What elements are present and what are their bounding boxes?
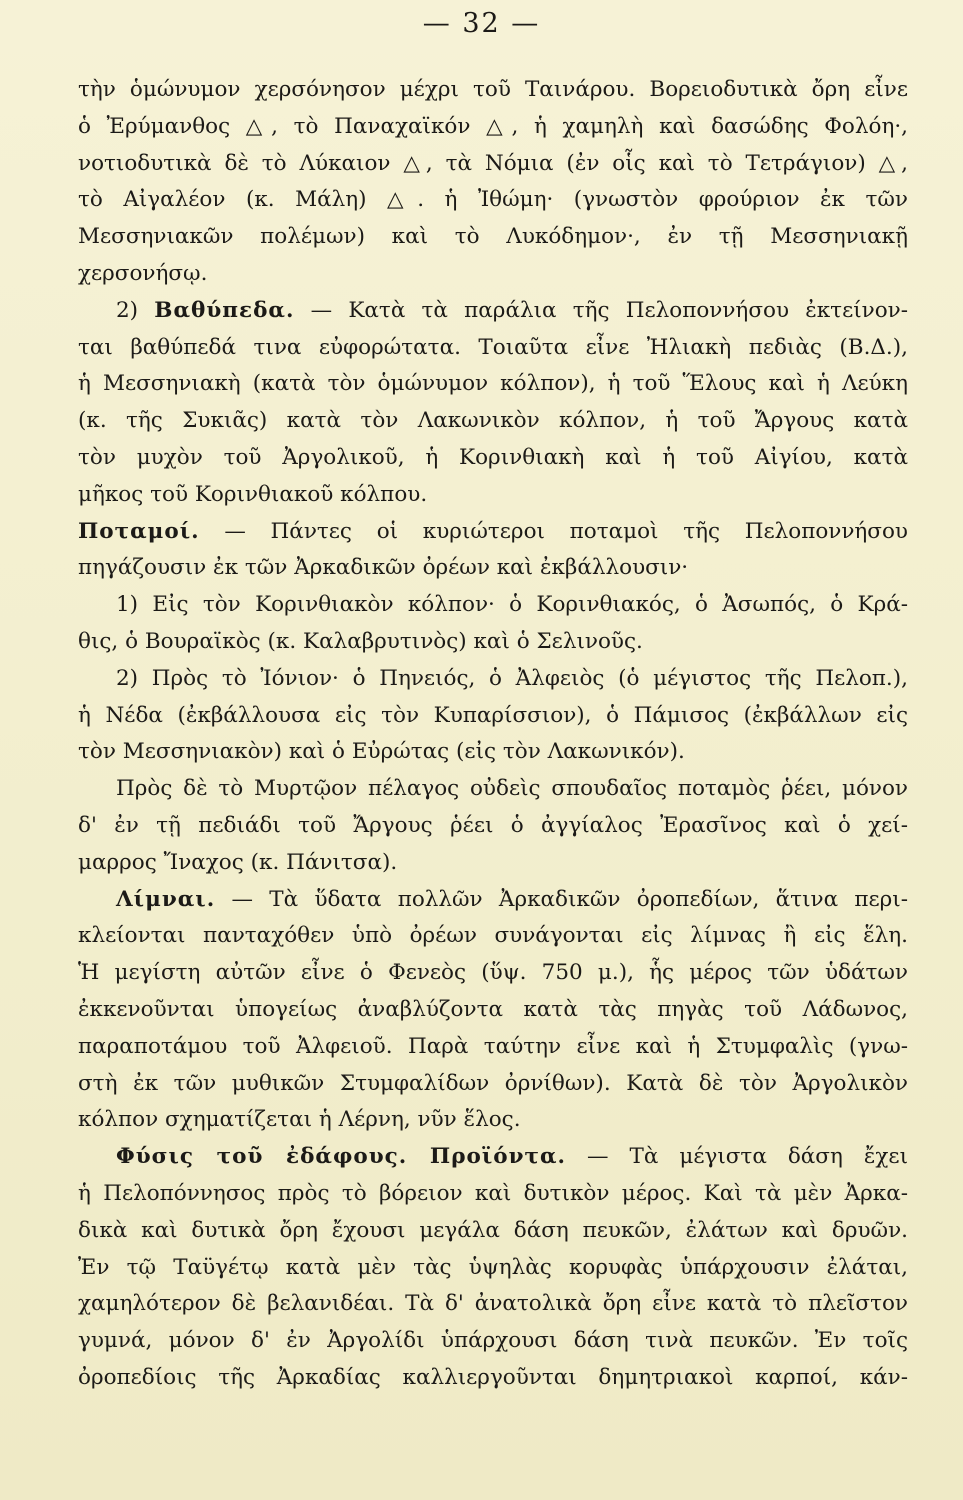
text-line: δικὰ καὶ δυτικὰ ὄρη ἔχουσι μεγάλα δάση πευκῶν, ἐλάτων καὶ δρυῶν.: [78, 1217, 908, 1243]
text-line: τὴν ὁμώνυμον χερσόνησον μέχρι τοῦ Ταινάρου. Βορειοδυτικὰ ὄρη εἶνε: [78, 77, 908, 102]
text-line: στὴ ἐκ τῶν μυθικῶν Στυμφαλίδων ὀρνίθων). Κατὰ δὲ τὸν Ἀργολικὸν: [78, 1070, 908, 1096]
section-heading: Φύσις τοῦ ἐδάφους. Προϊόντα.: [116, 1144, 567, 1170]
text-line: ὀροπεδίοις τῆς Ἀρκαδίας καλλιεργοῦνται δημητριακοὶ καρποί, κάν-: [78, 1364, 908, 1390]
section-heading-line: Λίμναι. — Τὰ ὕδατα πολλῶν Ἀρκαδικῶν ὀροπεδίων, ἅτινα περι-: [116, 886, 908, 912]
text-line: τὸ Αἰγαλέον (κ. Μάλη) △. ἡ Ἰθώμη· (γνωστὸν φρούριον ἐκ τῶν: [78, 187, 908, 213]
text-line: ἡ Μεσσηνιακὴ (κατὰ τὸν ὁμώνυμον κόλπον), ἡ τοῦ Ἕλους καὶ ἡ Λεύκη: [78, 371, 908, 397]
body-text: [78, 72, 908, 1397]
text-line: παραποτάμου τοῦ Ἀλφειοῦ. Παρὰ ταύτην εἶνε καὶ ἡ Στυμφαλὶς (γνω-: [78, 1033, 908, 1059]
text-line: Ἐν τῷ Ταϋγέτῳ κατὰ μὲν τὰς ὑψηλὰς κορυφὰς ὑπάρχουσιν ἐλάται,: [78, 1254, 908, 1280]
text-line: ἡ Πελοπόννησος πρὸς τὸ βόρειον καὶ δυτικὸν μέρος. Καὶ τὰ μὲν Ἀρκα-: [78, 1180, 908, 1206]
text-line: κόλπον σχηματίζεται ἡ Λέρνη, νῦν ἕλος.: [78, 1107, 521, 1133]
text-line: γυμνά, μόνον δ' ἐν Ἀργολίδι ὑπάρχουσι δάση τινὰ πευκῶν. Ἐν τοῖς: [78, 1328, 908, 1354]
section-heading: Βαθύπεδα.: [154, 297, 295, 323]
text-line: 2) Πρὸς τὸ Ἰόνιον· ὁ Πηνειός, ὁ Ἀλφειὸς (ὁ μέγιστος τῆς Πελοπ.),: [116, 665, 908, 691]
section-heading-line: Φύσις τοῦ ἐδάφους. Προϊόντα. — Τὰ μέγιστα δάση ἔχει: [116, 1144, 909, 1170]
text-line: τὸν μυχὸν τοῦ Ἀργολικοῦ, ἡ Κορινθιακὴ καὶ ἡ τοῦ Αἰγίου, κατὰ: [78, 444, 908, 470]
section-heading: Ποταμοί.: [78, 518, 200, 544]
text-line: δ' ἐν τῇ πεδιάδι τοῦ Ἄργους ῥέει ὁ ἀγγίαλος Ἐρασῖνος καὶ ὁ χεί-: [78, 812, 908, 838]
text-line: πηγάζουσιν ἐκ τῶν Ἀρκαδικῶν ὀρέων καὶ ἐκβάλλουσιν·: [78, 555, 689, 581]
text-line: μαρρος Ἴναχος (κ. Πάνιτσα).: [78, 849, 398, 875]
text-line: ἐκκενοῦνται ὑπογείως ἀναβλύζοντα κατὰ τὰς πηγὰς τοῦ Λάδωνος,: [78, 996, 908, 1022]
text-line: ται βαθύπεδά τινα εὐφορώτατα. Τοιαῦτα εἶνε Ἠλιακὴ πεδιὰς (Β.Δ.),: [78, 334, 908, 360]
text-line: ὁ Ἐρύμανθος △, τὸ Παναχαϊκόν △, ἡ χαμηλὴ καὶ δασώδης Φολόη·,: [78, 113, 908, 139]
text-line: 1) Εἰς τὸν Κορινθιακὸν κόλπον· ὁ Κορινθιακός, ὁ Ἀσωπός, ὁ Κρά-: [116, 592, 908, 618]
text-line: Πρὸς δὲ τὸ Μυρτῷον πέλαγος οὐδεὶς σπουδαῖος ποταμὸς ῥέει, μόνον: [116, 776, 908, 802]
text-line: κλείονται πανταχόθεν ὑπὸ ὀρέων συνάγονται εἰς λίμνας ἢ εἰς ἕλη.: [78, 923, 908, 949]
text-line: χαμηλότερον δὲ βελανιδέαι. Τὰ δ' ἀνατολικὰ ὄρη εἶνε κατὰ τὸ πλεῖστον: [78, 1291, 908, 1317]
page-number: — 32 —: [422, 8, 541, 39]
section-heading-line: Ποταμοί. — Πάντες οἱ κυριώτεροι ποταμοὶ τῆς Πελοποννήσου: [78, 518, 908, 544]
text-line: νοτιοδυτικὰ δὲ τὸ Λύκαιον △, τὰ Νόμια (ἐν οἷς καὶ τὸ Τετράγιον) △,: [78, 150, 908, 176]
text-line: τὸν Μεσσηνιακὸν) καὶ ὁ Εὐρώτας (εἰς τὸν Λακωνικόν).: [78, 739, 685, 765]
text-line: (κ. τῆς Συκιᾶς) κατὰ τὸν Λακωνικὸν κόλπον, ἡ τοῦ Ἄργους κατὰ: [78, 408, 908, 434]
text-line: Μεσσηνιακῶν πολέμων) καὶ τὸ Λυκόδημον·, ἐν τῇ Μεσσηνιακῇ: [78, 224, 908, 250]
text-line: χερσονήσῳ.: [78, 260, 208, 286]
section-heading-line: 2) Βαθύπεδα. — Κατὰ τὰ παράλια τῆς Πελοποννήσου ἐκτείνον-: [116, 297, 908, 323]
text-line: Ἡ μεγίστη αὐτῶν εἶνε ὁ Φενεὸς (ὕψ. 750 μ.), ἧς μέρος τῶν ὑδάτων: [78, 960, 908, 986]
text-line: ἡ Νέδα (ἐκβάλλουσα εἰς τὸν Κυπαρίσσιον), ὁ Πάμισος (ἐκβάλλων εἰς: [78, 702, 908, 728]
section-heading: Λίμναι.: [116, 886, 216, 912]
text-line: μῆκος τοῦ Κορινθιακοῦ κόλπου.: [78, 481, 428, 507]
text-line: θις, ὁ Βουραϊκὸς (κ. Καλαβρυτινὸς) καὶ ὁ Σελινοῦς.: [78, 628, 643, 654]
